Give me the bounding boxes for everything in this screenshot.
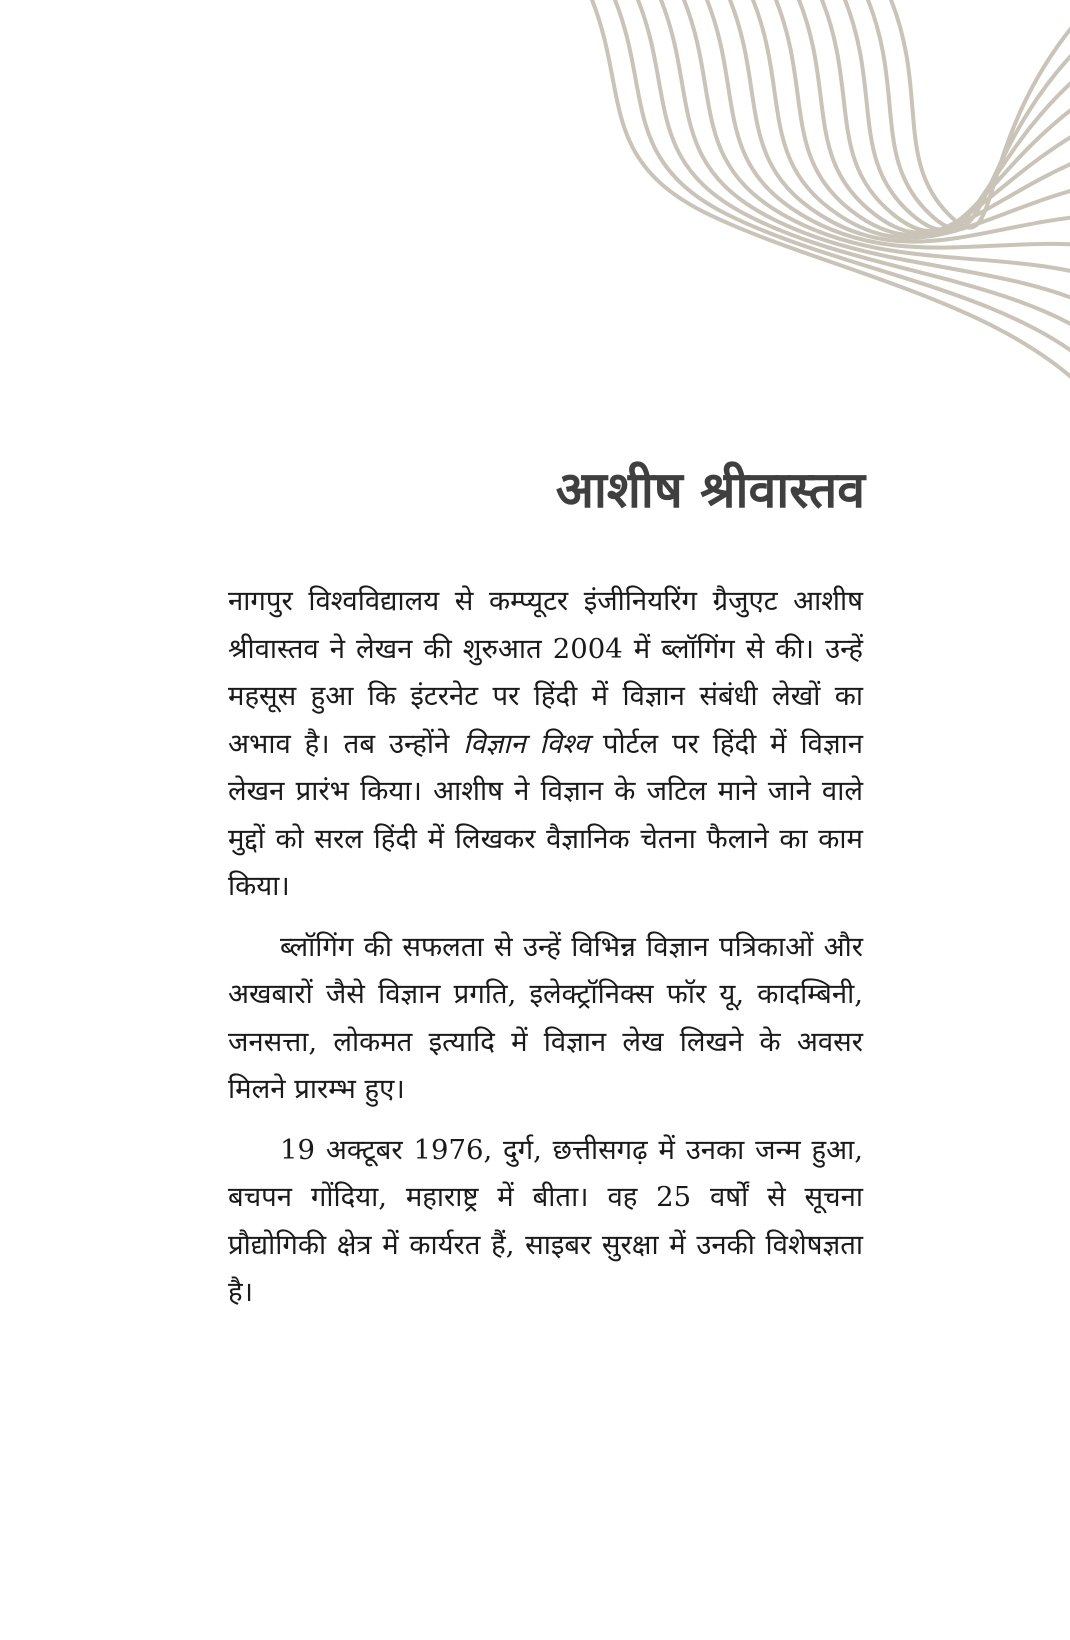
author-bio xyxy=(228,578,863,1330)
wave-line xyxy=(613,0,1070,365)
author-name-heading: आशीष श्रीवास्तव xyxy=(555,461,865,519)
wave-line xyxy=(590,0,1070,395)
wave-lines-decoration xyxy=(0,0,1070,420)
bio-paragraph-2: ब्लॉगिंग की सफलता से उन्हें विभिन्न विज्ञान पत्रिकाओं और अखबारों जैसे विज्ञान प्रगति, इलेक्ट्रॉनिक्स फॉर यू, कादम्बिनी, जनसत्ता, लोकमत इत्यादि में विज्ञान लेख लिखने के अवसर मिलने प्रारम्भ हुए। xyxy=(228,930,863,1105)
bio-p1-text-after: पोर्टल पर हिंदी में विज्ञान लेखन प्रारंभ किया। आशीष ने विज्ञान के जटिल माने जाने वाले मुद्दों को सरल हिंदी में लिखकर वैज्ञानिक चेतना फैलाने का काम किया। xyxy=(228,727,863,902)
bio-paragraph-1 xyxy=(228,578,863,911)
bio-paragraph-3: 19 अक्टूबर 1976, दुर्ग, छत्तीसगढ़ में उनका जन्म हुआ, बचपन गोंदिया, महाराष्ट्र में बीता। वह 25 वर्षों से सूचना प्रौद्योगिकी क्षेत्र में कार्यरत हैं, साइबर सुरक्षा में उनकी विशेषज्ञता है। xyxy=(228,1133,863,1308)
wave-line xyxy=(636,0,1070,335)
bio-p1-text-before: नागपुर विश्वविद्यालय से कम्प्यूटर इंजीनियरिंग ग्रैजुएट आशीष श्रीवास्तव ने लेखन की शुरुआत 2004 में ब्लॉगिंग से की। उन्हें महसूस हुआ कि इंटरनेट पर हिंदी में विज्ञान संबंधी लेखों का अभाव है। तब उन्होंने xyxy=(228,585,863,760)
portal-name-emphasis: विज्ञान विश्व xyxy=(463,727,589,760)
